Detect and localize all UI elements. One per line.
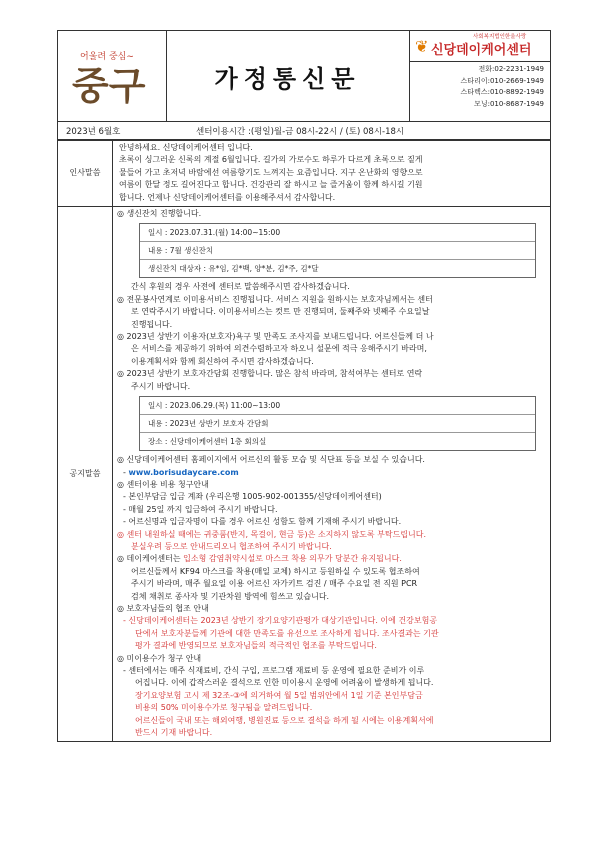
mask-line: 주시기 바라며, 매주 월요일 이용 어르신 자가키트 검진 / 매주 수요일 전 직원 PCR: [131, 579, 418, 589]
contact-staria: 스타리이:010-2669-1949: [460, 76, 544, 85]
greeting-line: 초록이 싱그러운 신록의 계절 6월입니다. 길가의 가로수도 하루가 다르게 초록으로 짙게: [119, 155, 423, 165]
birthday-note: 간식 후원의 경우 사전에 센터로 말씀해주시면 감사하겠습니다.: [131, 282, 350, 292]
meal-fee-red-line: 반드시 기재 바랍니다.: [135, 728, 213, 738]
billing-item: - 본인부담금 입금 계좌 (우리은행 1005-902-001355/신당데이케어센터): [123, 492, 382, 502]
logo-text: 중구: [72, 63, 146, 108]
greeting-label: 인사말씀: [58, 141, 113, 207]
haircut-line: 로 연락주시기 바랍니다. 이미용서비스는 컷트 만 진행되며, 둘째주와 넷째주 수요일날: [131, 307, 430, 317]
newsletter-body: [57, 140, 551, 742]
meal-fee-red-line: 어르신들이 국내 또는 해외여행, 병원진료 등으로 결석을 하게 될 시에는 이용계획서에: [135, 715, 434, 725]
meeting-place: 장소 : 신당데이케어센터 1층 회의실: [148, 437, 267, 447]
center-info: [409, 31, 550, 121]
issue-label: 2023년 6월호: [66, 126, 121, 137]
billing-item: - 매월 25일 까지 입금하여 주시기 바랍니다.: [123, 504, 278, 514]
meal-fee-title: ◎ 미이용수가 청구 안내: [117, 653, 202, 663]
mask-line: [117, 553, 544, 565]
page-title: 가정통신문: [166, 31, 410, 121]
cooperation-line: 단에서 보호자분들께 기관에 대한 만족도를 유선으로 조사하게 됩니다. 조사결과는 기관: [135, 628, 439, 638]
junggu-logo: [58, 31, 167, 121]
greeting-text: [113, 141, 551, 207]
greeting-line: 합니다. 언제나 신당데이케어센터를 이용해주셔서 감사합니다.: [119, 192, 336, 202]
cooperation-line: - 신당데이케어센터는 2023년 상반기 장기요양기관평가 대상기관입니다. 이에 건강보험공: [123, 616, 438, 626]
mask-line: 검체 채취로 종사자 및 기관차원 방역에 힘쓰고 있습니다.: [131, 591, 330, 601]
meeting-line: 주시기 바랍니다.: [131, 381, 191, 391]
info-row: [57, 121, 551, 140]
contact-morning: 모닝:010-8687-1949: [474, 99, 544, 108]
center-kicker: 사회복지법인한울사랑: [473, 34, 527, 40]
meeting-line: ◎ 2023년 상반기 보호자간담회 진행합니다. 많은 참석 바라며, 참석여부는 센터로 연락: [117, 369, 423, 379]
mask-line: 어르신들께서 KF94 마스크를 착용(매일 교체) 하시고 등원하실 수 있도록 협조하여: [131, 566, 420, 576]
greeting-row: [58, 141, 551, 207]
meal-fee-line: - 센터에서는 매주 식재료비, 간식 구입, 프로그램 재료비 등 운영에 필요한 준비가 이루: [123, 666, 425, 675]
center-logo: [409, 31, 550, 62]
meal-fee-red-line: 비용의 50% 미이용수가로 청구됨을 알려드립니다.: [135, 703, 313, 713]
notice-label: 공지말씀: [58, 207, 113, 742]
operating-hours: 센터이용시간 :(평일)월-금 08시-22시 / (토) 08시-18시: [196, 126, 405, 137]
haircut-line: 진행됩니다.: [131, 319, 173, 329]
newsletter-page: [57, 30, 551, 742]
homepage-row: - www.borisudaycare.com: [123, 467, 239, 477]
cooperation-title: ◎ 보호자님들의 협조 안내: [117, 603, 209, 613]
meeting-content: 내용 : 2023년 상반기 보호자 간담회: [140, 415, 535, 433]
homepage-link[interactable]: www.borisudaycare.com: [128, 467, 239, 477]
birthday-title: ◎ 생신잔치 진행합니다.: [117, 209, 202, 219]
meal-fee-line: 어집니다. 이에 갑작스러운 결석으로 인한 미이용시 운영에 어려움이 발생하게 됩니다.: [135, 678, 434, 688]
billing-title: ◎ 센터이용 비용 청구안내: [117, 479, 209, 489]
meeting-box: [139, 396, 536, 451]
contact-starex: 스타렉스:010-8892-1949: [460, 88, 544, 96]
notice-content: [113, 207, 551, 742]
homepage-line: ◎ 신당데이케어센터 홈페이지에서 어르신의 활동 모습 및 식단표 등을 보실 수 있습니다.: [117, 455, 425, 465]
haircut-line: ◎ 전문봉사연계로 이미용서비스 진행됩니다. 서비스 지원을 원하시는 보호자님께서는 센터: [117, 294, 433, 304]
valuables-line: 분실우려 등으로 안내드리오니 협조하여 주시기 바랍니다.: [131, 541, 332, 551]
billing-item: - 어르신명과 입금자명이 다를 경우 어르신 성함도 함께 기재해 주시기 바랍니다.: [123, 517, 402, 527]
survey-line: 이용계획서와 함께 회신하여 주시면 감사하겠습니다.: [131, 356, 314, 366]
birthday-date: 일시 : 2023.07.31.(월) 14:00~15:00: [140, 224, 535, 242]
mask-prefix: ◎ 데이케어센터는: [117, 554, 184, 564]
birthday-content: 내용 : 7월 생신잔치: [140, 242, 535, 260]
birthday-targets: 생신잔치 대상자 : 유*임, 김*백, 양*분, 김*주, 김*달: [148, 264, 319, 274]
center-name: 신당데이케어센터: [431, 43, 532, 58]
cooperation-line: 평가 결과에 반영되므로 보호자님들의 적극적인 협조를 부탁드립니다.: [135, 641, 377, 651]
greeting-line: 여름이 한달 정도 길어진다고 합니다. 건강관리 잘 하시고 늘 즐거움이 함께 하시길 기원: [119, 180, 423, 190]
center-leaf-icon: ❦: [415, 37, 429, 56]
greeting-line: 물들어 가고 초저녁 바람에선 여름향기도 느껴지는 요즘입니다. 지구 온난화의 영향으로: [119, 167, 423, 177]
meeting-date: 일시 : 2023.06.29.(목) 11:00~13:00: [140, 397, 535, 415]
logo-slogan: 어울려 중심~: [80, 52, 134, 62]
valuables-line: ◎ 센터 내원하실 때에는 귀중품(반지, 목걸이, 현금 등)은 소지하지 않도록 부탁드립니다.: [117, 529, 427, 539]
contact-list: [409, 62, 550, 110]
mask-highlight: 입소형 감염취약시설로 마스크 착용 의무가 당분간 유지됩니다.: [183, 554, 402, 564]
greeting-line: 안녕하세요. 신당데이케어센터 입니다.: [119, 143, 253, 152]
survey-line: ◎ 2023년 상반기 이용자(보호자)욕구 및 만족도 조사지를 보내드립니다. 어르신들께 더 나: [117, 332, 434, 342]
survey-line: 은 서비스를 제공하기 위하여 의견수렴하고자 하오니 설문에 적극 응해주시기 바라며,: [131, 344, 427, 354]
contact-phone: 전화:02-2231-1949: [478, 65, 544, 73]
newsletter-header: [57, 30, 551, 121]
notice-row: [58, 207, 551, 742]
birthday-box: [139, 223, 536, 278]
meal-fee-red-line: 장기요양보험 고시 제 32조-③에 의거하여 월 5일 범위안에서 1일 기준 본인부담금: [135, 690, 423, 700]
